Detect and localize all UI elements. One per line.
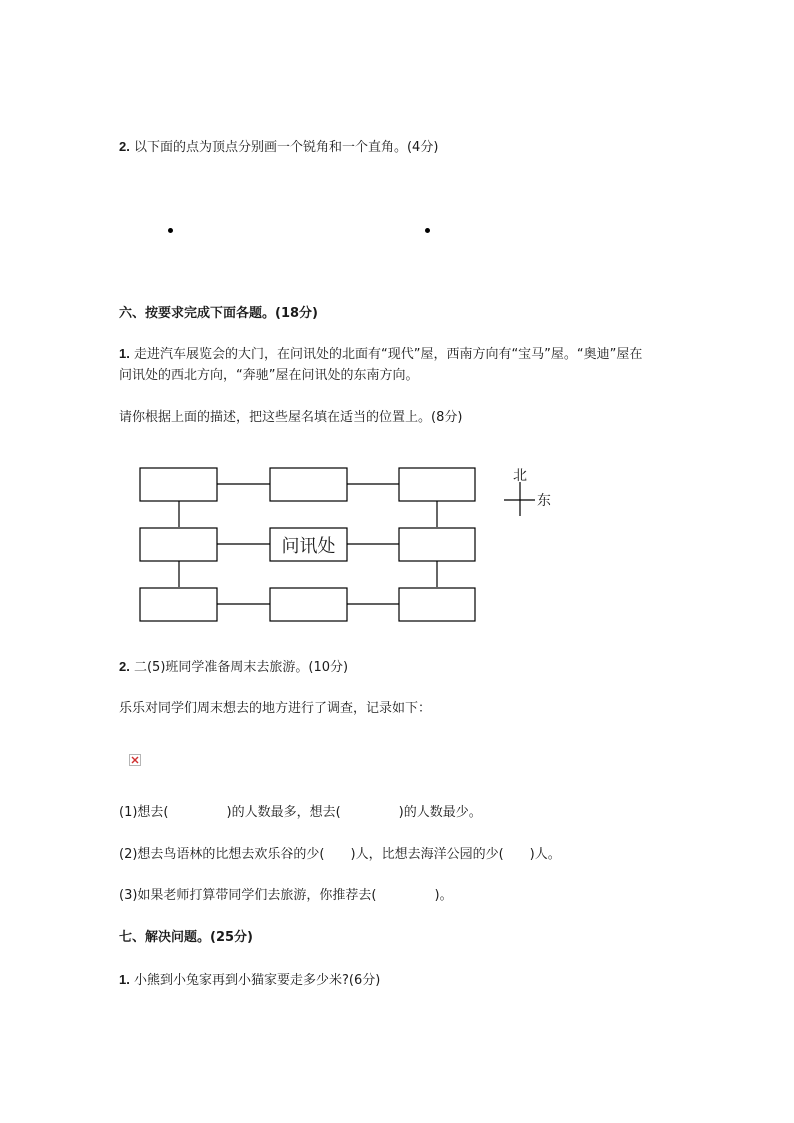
- section-7-title: 七、解决问题。(25分): [119, 930, 253, 945]
- sub2-part-b: )人，比想去海洋公园的少(: [350, 847, 504, 862]
- house-box-southwest: [140, 588, 217, 621]
- section-6-q2-sub1: [119, 803, 482, 823]
- house-box-south: [270, 588, 347, 621]
- section-6-q1-instruction: 请你根据上面的描述，把这些屋名填在适当的位置上。(8分): [119, 410, 463, 425]
- house-box-southeast: [399, 588, 475, 621]
- section-6-q2-sub2: [119, 845, 561, 865]
- section-6-q1-line2: 问讯处的西北方向，“奔驰”屋在问讯处的东南方向。: [119, 368, 419, 383]
- compass-north-label: 北: [513, 468, 527, 484]
- sub2-part-c: )人。: [529, 847, 561, 862]
- compass-east-label: 东: [537, 493, 551, 509]
- info-desk-label: 问讯处: [281, 536, 336, 557]
- question-number: 1.: [119, 972, 130, 987]
- section-6-q2-title: [119, 657, 348, 678]
- sub3-part-a: (3)如果老师打算带同学们去旅游，你推荐去(: [119, 888, 377, 903]
- sub1-part-a: (1)想去(: [119, 805, 169, 820]
- sub3-part-b: )。: [434, 888, 453, 903]
- house-box-northwest: [140, 468, 217, 501]
- section-7-q1: [119, 970, 380, 991]
- section-6-q2-sub3: [119, 886, 453, 906]
- broken-image-icon: [129, 754, 141, 766]
- house-box-northeast: [399, 468, 475, 501]
- section-6-title: 六、按要求完成下面各题。(18分): [119, 306, 318, 321]
- question-text: 小熊到小兔家再到小猫家要走多少米?(6分): [129, 973, 381, 988]
- sub1-part-b: )的人数最多，想去(: [226, 805, 341, 820]
- sub2-part-a: (2)想去鸟语林的比想去欢乐谷的少(: [119, 847, 325, 862]
- section-6-q2-intro: 乐乐对同学们周末想去的地方进行了调查，记录如下：: [119, 701, 432, 716]
- house-box-east: [399, 528, 475, 561]
- question-2-angles: [119, 137, 438, 158]
- question-text: 以下面的点为顶点分别画一个锐角和一个直角。(4分): [129, 140, 439, 155]
- question-number: 2.: [119, 139, 130, 154]
- house-box-west: [140, 528, 217, 561]
- vertex-point-left: [168, 228, 173, 233]
- section-6-q1-line1: [119, 344, 642, 365]
- question-number: 1.: [119, 346, 130, 361]
- question-number: 2.: [119, 659, 130, 674]
- sub1-part-c: )的人数最少。: [398, 805, 482, 820]
- house-box-north: [270, 468, 347, 501]
- vertex-point-right: [425, 228, 430, 233]
- question-text: 走进汽车展览会的大门，在问讯处的北面有“现代”屋，西南方向有“宝马”屋。“奥迪”屋在: [129, 347, 643, 362]
- exhibition-map-diagram: [130, 460, 570, 630]
- question-text: 二(5)班同学准备周末去旅游。(10分): [129, 660, 349, 675]
